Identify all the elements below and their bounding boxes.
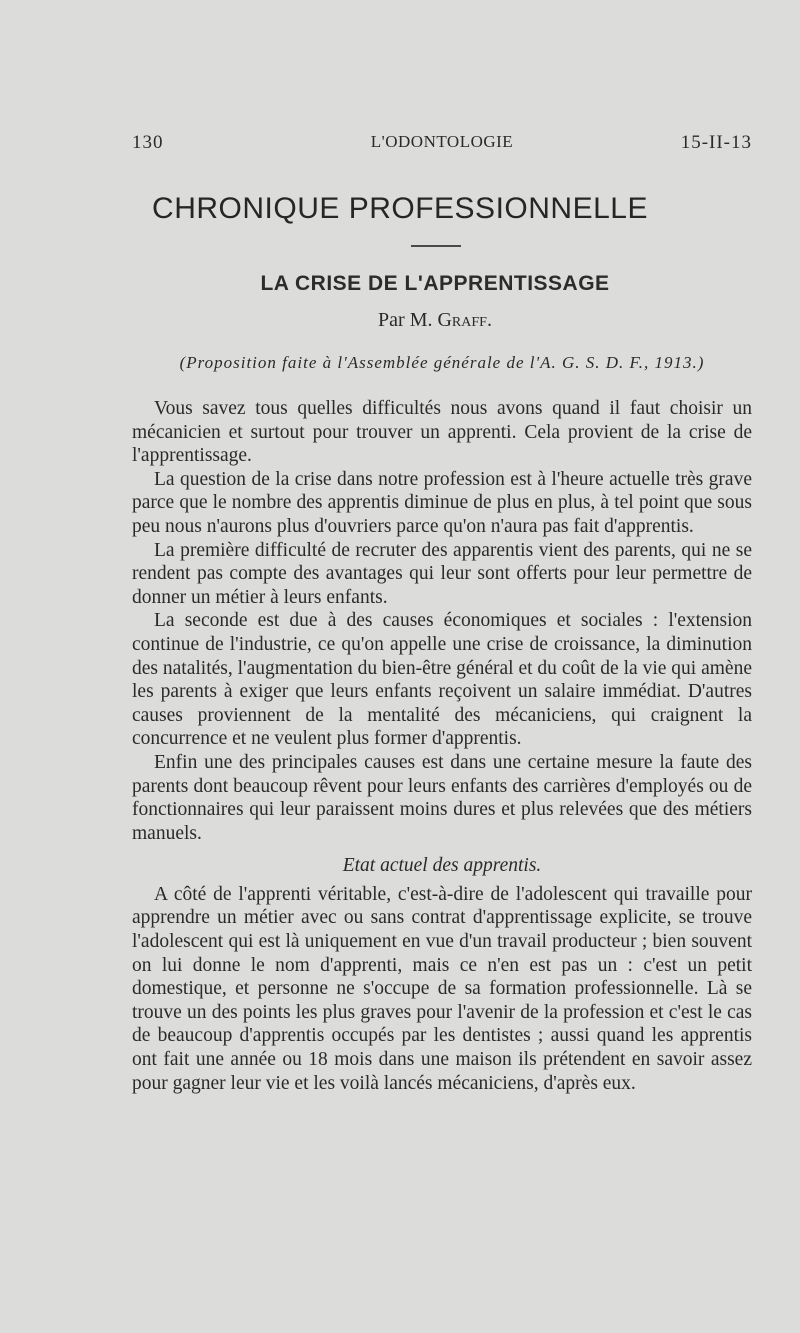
- page-number: 130: [132, 132, 164, 153]
- running-header: [132, 132, 752, 156]
- subsection-heading: Etat actuel des apprentis.: [342, 855, 542, 877]
- article-subtitle: (Proposition faite à l'Assemblée générale de l'A. G. S. D. F., 1913.): [179, 353, 705, 372]
- paragraph: La question de la crise dans notre profession est à l'heure actuelle très grave parce que le nombre des apprentis diminue de plus en plus, à tel point que sous peu nous n'aurons plus d'ouvriers parce qu'on n'aura pas fait d'apprentis.: [132, 468, 752, 537]
- article-body: [132, 397, 752, 1095]
- paragraph: Enfin une des principales causes est dans une certaine mesure la faute des parents dont beaucoup rêvent pour leurs enfants des carrières d'employés ou de fonctionnaires qui leur paraissent moins dures et plus relevées que des métiers manuels.: [132, 751, 752, 844]
- byline-prefix: Par M.: [378, 309, 433, 331]
- paragraph: A côté de l'apprenti véritable, c'est-à-dire de l'adolescent qui travaille pour apprendre un métier avec ou sans contrat d'apprentissage explicite, se trouve l'adolescent qui est là uniquement en vue d'un travail producteur ; bien souvent on lui donne le nom d'apprenti, mais ce n'en est pas un : c'est un petit domestique, et personne ne s'occupe de sa formation professionnelle. Là se trouve un des points les plus graves pour l'avenir de la profession et c'est le cas de beaucoup d'apprentis occupés par les dentistes ; aussi quand les apprentis ont fait une année ou 18 mois dans une maison ils prétendent en savoir assez pour gagner leur vie et les voilà lancés mécaniciens, d'après eux.: [132, 883, 752, 1094]
- byline: [100, 309, 770, 332]
- paragraph: La seconde est due à des causes économiques et sociales : l'extension continue de l'industrie, ce qu'on appelle une crise de croissance, la diminution des natalités, l'augmentation du bien-être général et du coût de la vie qui amène les parents à exiger que leurs enfants reçoivent un salaire immédiat. D'autres causes proviennent de la mentalité des mécaniciens, qui craignent la concurrence et ne veulent plus former d'apprentis.: [132, 610, 752, 750]
- title-divider: [411, 245, 461, 247]
- paragraph: Vous savez tous quelles difficultés nous avons quand il faut choisir un mécanicien et surtout pour trouver un apprenti. Cela provient de la crise de l'apprentissage.: [132, 398, 752, 467]
- issue-date: 15-II-13: [680, 132, 752, 153]
- author-name: Graff.: [437, 309, 492, 331]
- article-title: LA CRISE DE L'APPRENTISSAGE: [260, 272, 610, 295]
- paragraph: La première difficulté de recruter des apparentis vient des parents, qui ne se rendent pas compte des avantages qui leur sont offerts pour leur permettre de donner un métier à leurs enfants.: [132, 539, 752, 608]
- journal-title: L'ODONTOLOGIE: [370, 132, 514, 151]
- section-title: CHRONIQUE PROFESSIONNELLE: [152, 192, 648, 225]
